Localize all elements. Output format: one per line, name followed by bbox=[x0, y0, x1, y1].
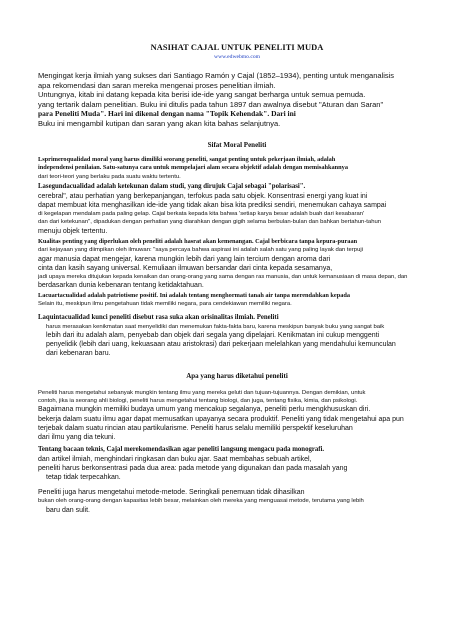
section-heading-moral: Sifat Moral Peneliti bbox=[207, 141, 267, 149]
text-line: bukan oleh orang-orang dengan kapasitas lebih besar, melainkan oleh mereka yang menguasai metode, terutama yang lebih bbox=[38, 498, 364, 505]
paragraph-methods bbox=[38, 488, 440, 515]
text-line: Tentang bacaan teknis, Cajal merekomendasikan agar peneliti langsung mengacu pada monografi. bbox=[38, 446, 325, 453]
text-line: Lasegundacualidad adalah ketekunan dalam studi, yang dirujuk Cajal sebagai "polarisasi". bbox=[38, 183, 306, 190]
text-line: berdasarkan dunia kebenaran tentang ketidaktahuan. bbox=[38, 282, 204, 290]
text-line: tetap tidak terpecahkan. bbox=[46, 474, 121, 482]
paragraph-knowledge bbox=[38, 389, 440, 443]
text-line: penyelidik (lebih dari uang, kekuasaan atau aristokrasi) dari pekerjaan melelahkan yang mendahului kemunculan bbox=[46, 341, 396, 349]
document-title: NASIHAT CAJAL UNTUK PENELITI MUDA bbox=[150, 43, 324, 52]
paragraph-first-quality bbox=[38, 156, 440, 181]
text-line: Lacuartacualidad adalah patriotisme positif. Ini adalah tentang menghormati tanah air tanpa merendahkan kepada bbox=[38, 292, 351, 299]
section-heading-knowledge: Apa yang harus diketahui peneliti bbox=[186, 372, 288, 380]
text-line: Lsprimeroqualidad moral yang harus dimiliki seorang peneliti, sangat penting untuk pekerjaan ilmiah, adalah bbox=[38, 156, 336, 163]
text-line: dapat membuat kita menghasilkan ide-ide yang tidak akan bisa kita prediksi sendiri, menemukan cahaya sampai bbox=[38, 201, 387, 209]
text-line: Untungnya, kitab ini datang kepada kita berisi ide-ide yang sangat berharga untuk semua pemuda. bbox=[38, 90, 366, 100]
text-line: apa rekomendasi dan saran mereka mengenai proses penelitian ilmiah. bbox=[38, 80, 276, 90]
text-line: dari ilmu yang dia tekuni. bbox=[38, 434, 116, 442]
text-line: Kualitas penting yang diperlukan oleh peneliti adalah hasrat akan kemenangan. Cajal berbicara tanpa kepura-puraan bbox=[38, 238, 358, 245]
text-line: Selain itu, meskipun ilmu pengetahuan tidak memiliki negara, para cendekiawan memiliki negara. bbox=[38, 301, 292, 308]
text-line: menuju objek tertentu. bbox=[38, 227, 108, 235]
text-line: baru dan sulit. bbox=[46, 506, 90, 514]
paragraph-second-quality bbox=[38, 183, 440, 236]
text-line: dari teori-teori yang berlaku pada suatu waktu tertentu. bbox=[38, 173, 181, 180]
text-line: Laquintacualidad kunci peneliti disebut rasa suka akan orisinalitas ilmiah. Peneliti bbox=[38, 314, 279, 321]
text-line: Peneliti juga harus mengetahui metode-metode. Seringkali penemuan tidak dihasilkan bbox=[38, 489, 305, 496]
paragraph-fifth-quality bbox=[38, 314, 440, 359]
paragraph-third-quality bbox=[38, 238, 440, 291]
text-line: dan artikel ilmiah, menghindari ringkasan dan buku ajar. Saat membahas sebuah artikel, bbox=[38, 455, 312, 463]
text-line: dari kebenaran baru. bbox=[46, 350, 111, 358]
text-line: dan dari ketekunan", dipadukan dengan perhatian yang diarahkan dengan gigih selama berbulan-bulan dan bahkan bertahun-tahun bbox=[38, 219, 382, 226]
website-link[interactable]: www.edwebmo.com bbox=[214, 54, 260, 60]
text-line: bekerja dalam suatu ilmu agar dapat memusatkan upayanya secara produktif. Peneliti yang tidak mengetahui apa pun bbox=[38, 415, 404, 423]
text-line: Mengingat kerja ilmiah yang sukses dari Santiago Ramón y Cajal (1852–1934), penting untuk menganalisis bbox=[38, 71, 395, 80]
text-line: independensi penilaian. Satu-satunya cara untuk mempelajari alam secara objektif adalah dengan memisahkannya bbox=[38, 164, 348, 172]
text-line: jadi upaya mereka ditujukan kepada kenaikan dan orang-orang yang sama dengan ras manusia, dan untuk kemanusiaan di masa depan, dan bbox=[38, 274, 408, 281]
text-line: cinta dan kasih sayang universal. Kemuliaan ilmuwan bersandar dari cinta kepada sesamanya, bbox=[38, 264, 333, 272]
text-line: dari kejayaan yang diimpikan oleh ilmuwan: "saya percaya bahwa aspirasi ini adalah salah satu yang paling layak dan terpuji bbox=[38, 247, 363, 254]
text-line: para Peneliti Muda". Hari ini dikenal dengan nama "Topik Kehendak". Dari ini bbox=[38, 109, 296, 119]
text-line: agar manusia dapat mengejar, karena mungkin lebih dari yang lain tercium dengan aroma dari bbox=[38, 255, 331, 263]
paragraph-fourth-quality bbox=[38, 292, 440, 309]
text-line: terjebak dalam suatu rincian atau partikularisme. Peneliti harus selalu memiliki perspektif keseluruhan bbox=[38, 425, 353, 432]
text-line: Peneliti harus mengetahui sebanyak mungkin tentang ilmu yang mereka geluti dan tujuan-tujuannya. Dengan demikian, untuk bbox=[38, 390, 366, 396]
text-line: Bagaimana mungkin memiliki budaya umum yang mencakup segalanya, peneliti perlu mengkhususkan diri. bbox=[38, 406, 371, 414]
text-line: yang tertarik dalam penelitian. Buku ini ditulis pada tahun 1897 dan awalnya disebut "Aturan dan Saran" bbox=[38, 99, 384, 109]
text-line: di kegelapan mendalam pada paling gelap. Cajal berkata kepada kita bahwa 'setiap karya besar adalah buah dari kesabaran' bbox=[38, 211, 365, 218]
text-line: cerebral", atau perhatian yang berkepanjangan, terfokus pada satu objek. Konsentrasi energi yang kuat ini bbox=[38, 192, 368, 200]
text-line: harus merasakan kenikmatan saat menyelidiki dan menemukan fakta-fakta baru, karena meskipun banyak buku yang sangat baik bbox=[46, 323, 385, 330]
intro-paragraph bbox=[38, 71, 440, 129]
text-line: Buku ini mengambil kutipan dan saran yang akan kita bahas selanjutnya. bbox=[38, 118, 281, 128]
paragraph-technical-reading bbox=[38, 446, 440, 482]
text-line: lebih dari itu adalah alam, penyebab dan objek dari segala yang dipelajari. Kenikmatan ini cukup menggenti bbox=[46, 331, 380, 339]
text-line: contoh, jika ia seorang ahli biologi, peneliti harus mengetahui tentang biologi, dan juga, tentang fisika, kimia, dan psikologi. bbox=[38, 398, 358, 405]
text-line: peneliti harus berkonsentrasi pada dua area: pada metode yang digunakan dan pada masalah yang bbox=[38, 464, 348, 472]
